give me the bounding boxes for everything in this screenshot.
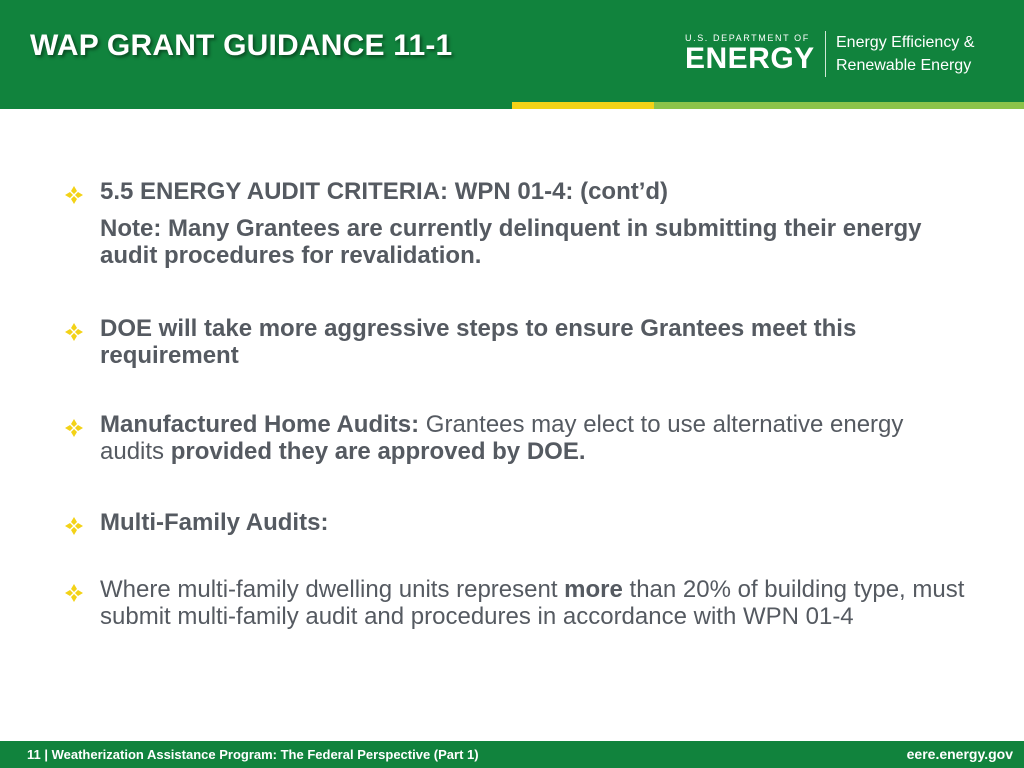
bullet-bold-text: provided they are approved by DOE. (170, 438, 586, 465)
bullet-item (62, 411, 972, 465)
logo-department-text: U.S. DEPARTMENT OF (685, 33, 810, 43)
accent-bar-yellow (512, 102, 654, 109)
bullet-item (62, 509, 972, 536)
slide-title: WAP GRANT GUIDANCE 11-1 (30, 29, 453, 62)
diamond-bullet-icon (64, 322, 84, 342)
logo-energy-text: ENERGY (685, 42, 815, 75)
diamond-bullet-icon (64, 583, 84, 603)
slide-footer (0, 741, 1024, 768)
doe-logo (685, 33, 1005, 81)
bullet-heading: 5.5 ENERGY AUDIT CRITERIA: WPN 01-4: (cont’d) (100, 178, 669, 205)
logo-eere-line1: Energy Efficiency & (836, 34, 975, 51)
diamond-bullet-icon (64, 516, 84, 536)
bullet-item (62, 315, 972, 369)
bullet-bold-label: Multi-Family Audits: (100, 509, 329, 536)
bullet-text (100, 411, 972, 465)
slide-header (0, 0, 1024, 102)
bullet-normal-text: Where multi-family dwelling units represent (100, 576, 565, 603)
bullet-bold-label: Manufactured Home Audits: (100, 411, 420, 438)
bullet-bold-text: more (564, 576, 623, 603)
accent-bar-green (0, 102, 512, 109)
bullet-normal-text-2: than 20% of building type, must submit multi-family audit and procedures in accordance with WPN 01-4 (100, 576, 965, 630)
bullet-item (62, 178, 972, 269)
diamond-bullet-icon (64, 185, 84, 205)
bullet-text (100, 576, 972, 630)
logo-divider (825, 31, 826, 77)
bullet-note: Note: Many Grantees are currently delinquent in submitting their energy audit procedures for revalidation. (100, 215, 922, 269)
accent-bar-light-green (654, 102, 1024, 109)
slide-body (62, 178, 972, 630)
logo-eere-line2: Renewable Energy (836, 57, 972, 74)
bullet-normal-text: Grantees may elect to use alternative energy audits (100, 411, 904, 465)
bullet-item (62, 576, 972, 630)
footer-website-link[interactable]: eere.energy.gov (906, 746, 1013, 762)
footer-caption: 11 | Weatherization Assistance Program: The Federal Perspective (Part 1) (27, 747, 479, 762)
diamond-bullet-icon (64, 418, 84, 438)
bullet-text: DOE will take more aggressive steps to ensure Grantees meet this requirement (100, 315, 857, 369)
logo-eere-text (836, 31, 974, 77)
